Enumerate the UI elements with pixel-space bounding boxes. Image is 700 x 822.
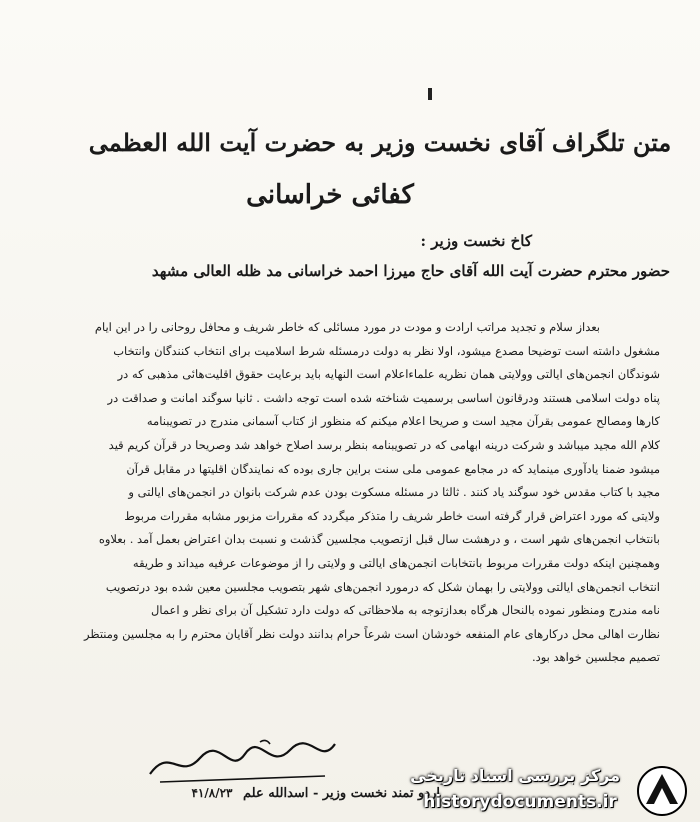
signature-line [20,786,440,801]
body-line: مشغول داشته است توضیحا مصدع میشود، اولا نظر به دولت درمسئله شرط اسلامیت برای انتخاب کنندگان وانتخاب [113,343,660,358]
signature-name: اردو تمند نخست وزیر - اسدالله علم [243,786,440,801]
addressee-line: حضور محترم حضرت آیت الله آقای حاج میرزا احمد خراسانی مد ظله العالی مشهد [151,262,670,280]
document-body [20,316,660,670]
body-line: تصمیم مجلسین خواهد بود. [531,650,660,665]
body-line: بعداز سلام و تجدید مراتب ارادت و مودت در مورد مسائلی که خاطر شریف و محافل روحانی را در این ایام [94,320,600,334]
body-line: کارها ومصالح عمومی بقرآن مجید است و صریحا اعلام میکنم که منظور از کتاب آسمانی مندرج در تصویبنامه [146,414,660,429]
body-line: نظارت اهالی محل درکارهای عام المنفعه خودشان است شرعاً حرام بدانند دولت نظر آقایان محترم را به مجلسین ومنتظر [84,626,660,641]
body-line: شوندگان انجمن‌های ایالتی وولایتی همان نظریه علماءاعلام است النهایه باید برعایت حقوق اقلیت‌هائی مذهبی که در [117,367,660,382]
body-line: مجید با کتاب مقدس خود سوگند یاد کنند . ثالثا در مسئله مسکوت بودن عدم شرکت بانوان در انجمن‌های ایالتی و [128,485,660,500]
document-title: متن تلگراف آقای نخست وزیر به حضرت آیت الله العظمی [88,128,672,157]
body-line: بانتخاب انجمن‌های شهر است ، و درهشت سال قبل ازتصویب مجلسین گذشت و نسبت بدان اعتراض بعمل آمد . بعلاوه [98,532,660,547]
watermark-title: مرکز بررسی اسناد تاریخی [410,766,620,785]
watermark-logo-icon [632,764,692,818]
watermark-url: historydocuments.ir [423,792,617,812]
body-line: نامه مندرج ومنظور نموده بالنحال هرگاه بعدازتوجه به ملاحظاتی که دولت دارد تشکیل آن برای نظر و اعمال [151,603,660,618]
ink-mark [428,88,432,100]
body-line: وهمچنین اینکه دولت مقررات مربوط بانتخابات انجمن‌های ایالتی و ولایتی را از موضوعات عرفیه میداند و طریقه [132,555,660,570]
body-line: پناه دولت اسلامی هستند ودرقانون اساسی برسمیت شناخته شده است توجه داشت . ثانیا سوگند امانت و صداقت در [107,390,660,405]
body-line: کلام الله مجید میباشد و شرکت درینه ابهامی که در تصویبنامه بنظر برسد اصلاح خواهد شد وصریحا در قرآن کریم قید [108,437,660,452]
body-line: میشود ضمنا یادآوری مینماید که در مجامع عمومی ملی سنت براین جاری بوده که نمایندگان اقلیتها در مقابل قرآن [126,461,660,476]
body-line: ولایتی که مورد اعتراض قرار گرفته است خاطر شریف را متذکر میگردد که مقررات مزبور مشابه مقررات مربوط [124,508,660,523]
document-subtitle: کفائی خراسانی [246,180,414,210]
body-line: انتخاب انجمن‌های ایالتی وولایتی را بهمان شکل که درمورد انجمن‌های شهر بتصویب مجلسین معین شده بود درتصویب [105,579,660,594]
watermark [410,762,692,820]
handwritten-signature [140,736,340,786]
signature-date: ۴۱/۸/۲۳ [191,786,233,800]
sender-line: کاخ نخست وزیر : [420,232,532,250]
